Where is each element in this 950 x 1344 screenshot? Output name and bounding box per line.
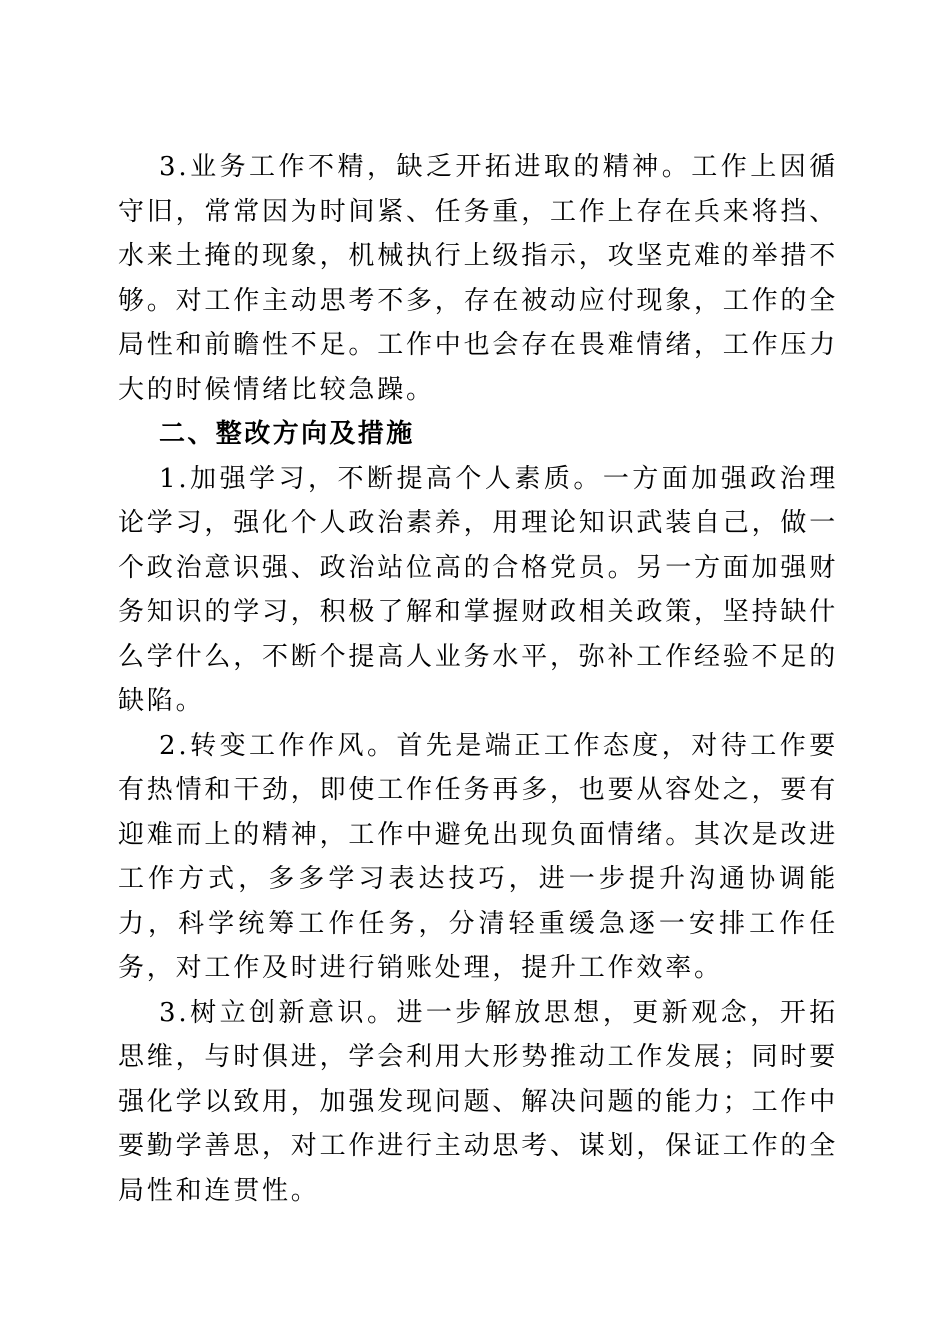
paragraph-measure-work-style: 2.转变工作作风。首先是端正工作态度，对待工作要有热情和干劲，即使工作任务再多，也要从容处之，要有迎难而上的精神，工作中避免出现负面情绪。其次是改进工作方式，多多学习表达技巧，进一步提升沟通协调能力，科学统筹工作任务，分清轻重缓急逐一安排工作任务，对工作及时进行销账处理，提升工作效率。: [118, 730, 839, 983]
paragraph-measure-innovation: 3.树立创新意识。进一步解放思想，更新观念，开拓思维，与时俱进，学会利用大形势推动工作发展；同时要强化学以致用，加强发现问题、解决问题的能力；工作中要勤学善思，对工作进行主动思考、谋划，保证工作的全局性和连贯性。: [118, 997, 839, 1206]
section-heading-rectification: 二、整改方向及措施: [159, 419, 415, 449]
paragraph-measure-study: 1.加强学习，不断提高个人素质。一方面加强政治理论学习，强化个人政治素养，用理论知识武装自己，做一个政治意识强、政治站位高的合格党员。另一方面加强财务知识的学习，积极了解和掌握财政相关政策，坚持缺什么学什么，不断个提高人业务水平，弥补工作经验不足的缺陷。: [118, 463, 839, 716]
document-body: [118, 145, 838, 1213]
paragraph-business-work: 3.业务工作不精，缺乏开拓进取的精神。工作上因循守旧，常常因为时间紧、任务重，工作上存在兵来将挡、水来土掩的现象，机械执行上级指示，攻坚克难的举措不够。对工作主动思考不多，存在被动应付现象，工作的全局性和前瞻性不足。工作中也会存在畏难情绪，工作压力大的时候情绪比较急躁。: [118, 152, 839, 405]
